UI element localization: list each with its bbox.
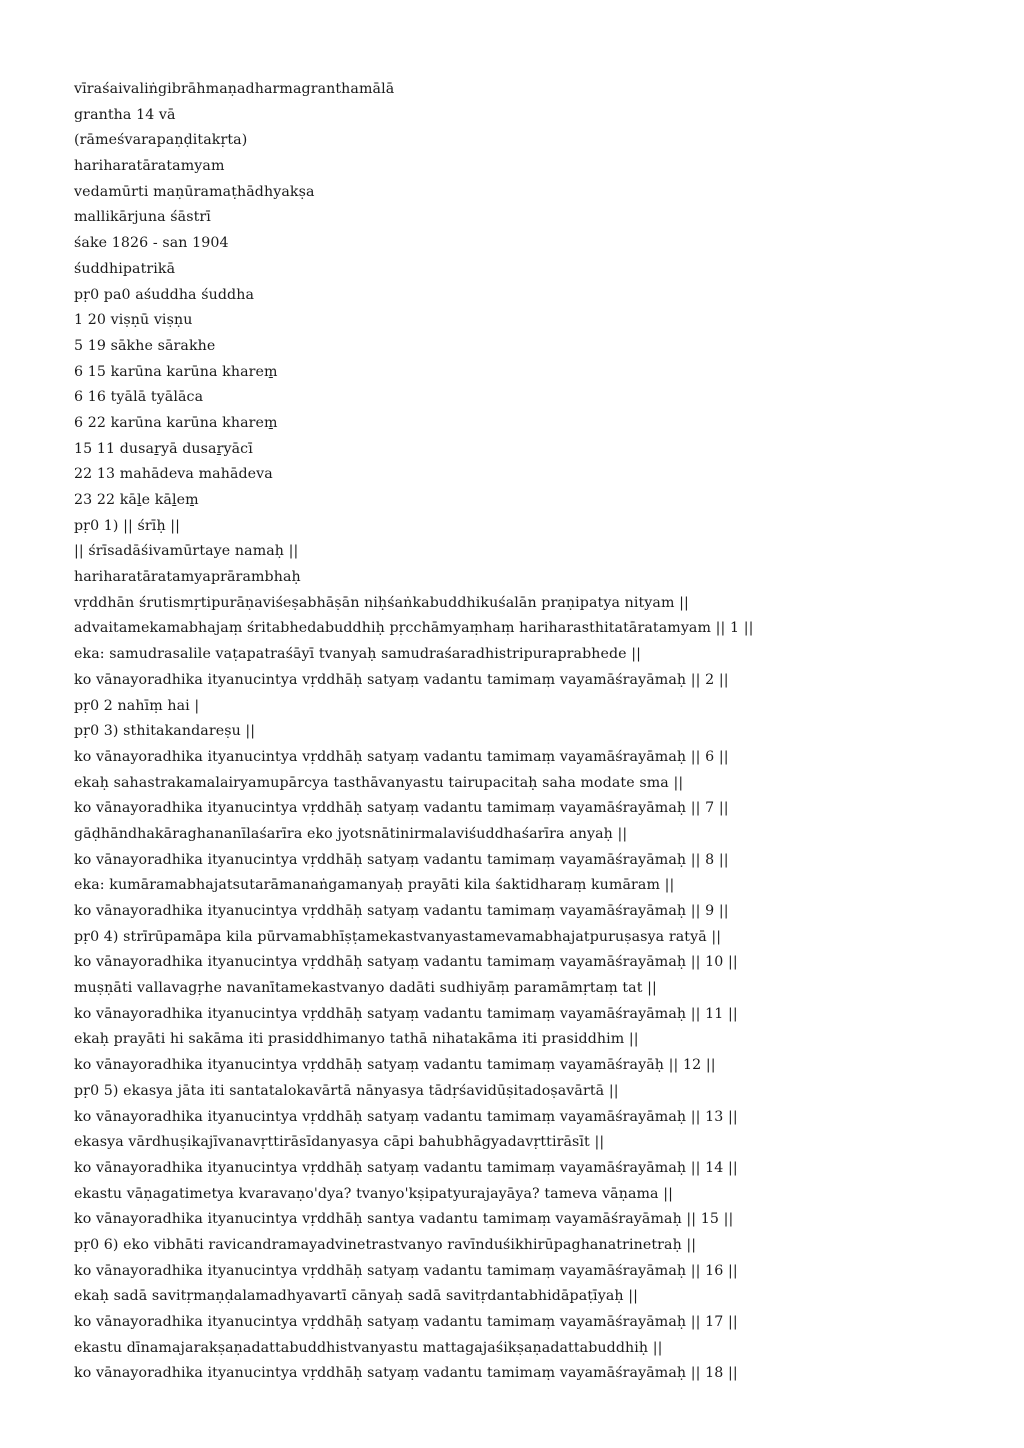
errata-row: 23 22 kāḻe kāḻem̱ [74, 492, 199, 508]
verse-line: eka: kumāramabhajatsutarāmanaṅgamanyaḥ prayāti kila śaktidharaṃ kumāram || [74, 877, 675, 894]
errata-row: 6 16 tyālā tyālāca [74, 389, 204, 406]
verse-line: ekaḥ sadā savitṛmaṇḍalamadhyavartī cānyaḥ sadā savitṛdantabhidāpaṭīyaḥ || [74, 1288, 638, 1305]
series-title: vīraśaivaliṅgibrāhmaṇadharmagranthamālā [74, 81, 395, 97]
verse-line: ko vānayoradhika ityanucintya vṛddhāḥ satyaṃ vadantu tamimaṃ vayamāśrayāmaḥ || 2 || [74, 671, 729, 688]
verse-line: ko vānayoradhika ityanucintya vṛddhāḥ satyaṃ vadantu tamimaṃ vayamāśrayāmaḥ || 14 || [74, 1159, 738, 1176]
work-title: hariharatāratamyam [74, 158, 225, 175]
errata-row: 1 20 viṣṇū viṣṇu [74, 312, 193, 329]
invocation: || śrīsadāśivamūrtaye namaḥ || [74, 543, 299, 560]
verse-line: ko vānayoradhika ityanucintya vṛddhāḥ satyaṃ vadantu tamimaṃ vayamāśrayāmaḥ || 17 || [74, 1314, 738, 1330]
verse-line: ekastu dīnamajarakṣaṇadattabuddhistvanyastu mattagajaśikṣaṇadattabuddhiḥ || [74, 1339, 663, 1356]
grantha-number: grantha 14 vā [74, 106, 176, 123]
errata-row: 5 19 sākhe sārakhe [74, 337, 216, 354]
verse-line: muṣṇāti vallavagṛhe navanītamekastvanyo dadāti sudhiyāṃ paramāmṛtaṃ tat || [74, 980, 657, 997]
errata-row: 6 22 karūna karūna kharem̱ [74, 414, 278, 431]
page-marker: pṛ0 3) sthitakandareṣu || [74, 723, 256, 740]
verse-line: gāḍhāndhakāraghananīlaśarīra eko jyotsnātinirmalaviśuddhaśarīra anyaḥ || [74, 825, 628, 842]
verse-line: pṛ0 6) eko vibhāti ravicandramayadvinetrastvanyo ravīnduśikhirūpaghanatrinetraḥ || [74, 1236, 697, 1253]
errata-heading: śuddhipatrikā [74, 260, 176, 277]
verse-line: ko vānayoradhika ityanucintya vṛddhāḥ satyaṃ vadantu tamimaṃ vayamāśrayāmaḥ || 11 || [74, 1005, 738, 1022]
verse-line: ko vānayoradhika ityanucintya vṛddhāḥ satyaṃ vadantu tamimaṃ vayamāśrayāmaḥ || 6 || [74, 748, 729, 765]
verse-line: ekasya vārdhuṣikajīvanavṛttirāsīdanyasya cāpi bahubhāgyadavṛttirāsīt || [74, 1134, 605, 1151]
page-marker: pṛ0 1) || śrīḥ || [74, 517, 181, 534]
editor-name: mallikārjuna śāstrī [74, 209, 211, 226]
verse-line: ko vānayoradhika ityanucintya vṛddhāḥ satyaṃ vadantu tamimaṃ vayamāśrayāmaḥ || 18 || [74, 1365, 738, 1382]
verse-line: ko vānayoradhika ityanucintya vṛddhāḥ satyaṃ vadantu tamimaṃ vayamāśrayāmaḥ || 9 || [74, 903, 729, 919]
verse-line: ko vānayoradhika ityanucintya vṛddhāḥ santya vadantu tamimaṃ vayamāśrayāmaḥ || 15 || [74, 1211, 734, 1228]
verse-line: ko vānayoradhika ityanucintya vṛddhāḥ satyaṃ vadantu tamimaṃ vayamāśrayāmaḥ || 13 || [74, 1108, 738, 1125]
verse-line: ekaḥ sahastrakamalairyamupārcya tasthāvanyastu tairupacitaḥ saha modate sma || [74, 774, 684, 791]
errata-row: 22 13 mahādeva mahādeva [74, 466, 273, 483]
editor-title: vedamūrti maṇūramaṭhādhyakṣa [74, 183, 315, 200]
errata-row: 15 11 dusaṟyā dusaṟyācī [74, 440, 253, 457]
verse-line: ko vānayoradhika ityanucintya vṛddhāḥ satyaṃ vadantu tamimaṃ vayamāśrayāmaḥ || 8 || [74, 851, 729, 868]
verse-line: ko vānayoradhika ityanucintya vṛddhāḥ satyaṃ vadantu tamimaṃ vayamāśrayāmaḥ || 16 || [74, 1262, 738, 1279]
document-page [74, 77, 1004, 1387]
text-heading: hariharatāratamyaprārambhaḥ [74, 569, 301, 586]
verse-line: vṛddhān śrutismṛtipurāṇaviśeṣabhāṣān niḥśaṅkabuddhikuśalān praṇipatya nityam || [74, 594, 689, 611]
verse-line: ekastu vāṇagatimetya kvaravaṇo'dya? tvanyo'kṣipatyurajayāya? tameva vāṇama || [74, 1185, 673, 1202]
verse-line: ko vānayoradhika ityanucintya vṛddhāḥ satyaṃ vadantu tamimaṃ vayamāśrayāmaḥ || 7 || [74, 800, 729, 817]
verse-line: pṛ0 5) ekasya jāta iti santatalokavārtā nānyasya tādṛśavidūṣitadoṣavārtā || [74, 1082, 619, 1099]
verse-line: pṛ0 4) strīrūpamāpa kila pūrvamabhīṣṭamekastvanyastamevamabhajatpuruṣasya ratyā || [74, 928, 722, 945]
errata-header: pṛ0 pa0 aśuddha śuddha [74, 286, 255, 303]
verse-line: ko vānayoradhika ityanucintya vṛddhāḥ satyaṃ vadantu tamimaṃ vayamāśrayāḥ || 12 || [74, 1057, 716, 1074]
verse-line: ekaḥ prayāti hi sakāma iti prasiddhimanyo tathā nihatakāma iti prasiddhim || [74, 1031, 639, 1048]
publication-date: śake 1826 - san 1904 [74, 235, 229, 252]
verse-line: ko vānayoradhika ityanucintya vṛddhāḥ satyaṃ vadantu tamimaṃ vayamāśrayāmaḥ || 10 || [74, 954, 738, 971]
author-credit: (rāmeśvarapaṇḍitakṛta) [74, 132, 248, 149]
verse-line: eka: samudrasalile vaṭapatraśāyī tvanyaḥ samudraśaradhistripuraprabhede || [74, 646, 642, 663]
verse-line: advaitamekamabhajaṃ śritabhedabuddhiḥ pṛcchāmyaṃhaṃ hariharasthitatāratamyam || 1 || [74, 620, 754, 637]
page-marker: pṛ0 2 nahīṃ hai | [74, 697, 200, 714]
errata-row: 6 15 karūna karūna kharem̱ [74, 363, 278, 380]
